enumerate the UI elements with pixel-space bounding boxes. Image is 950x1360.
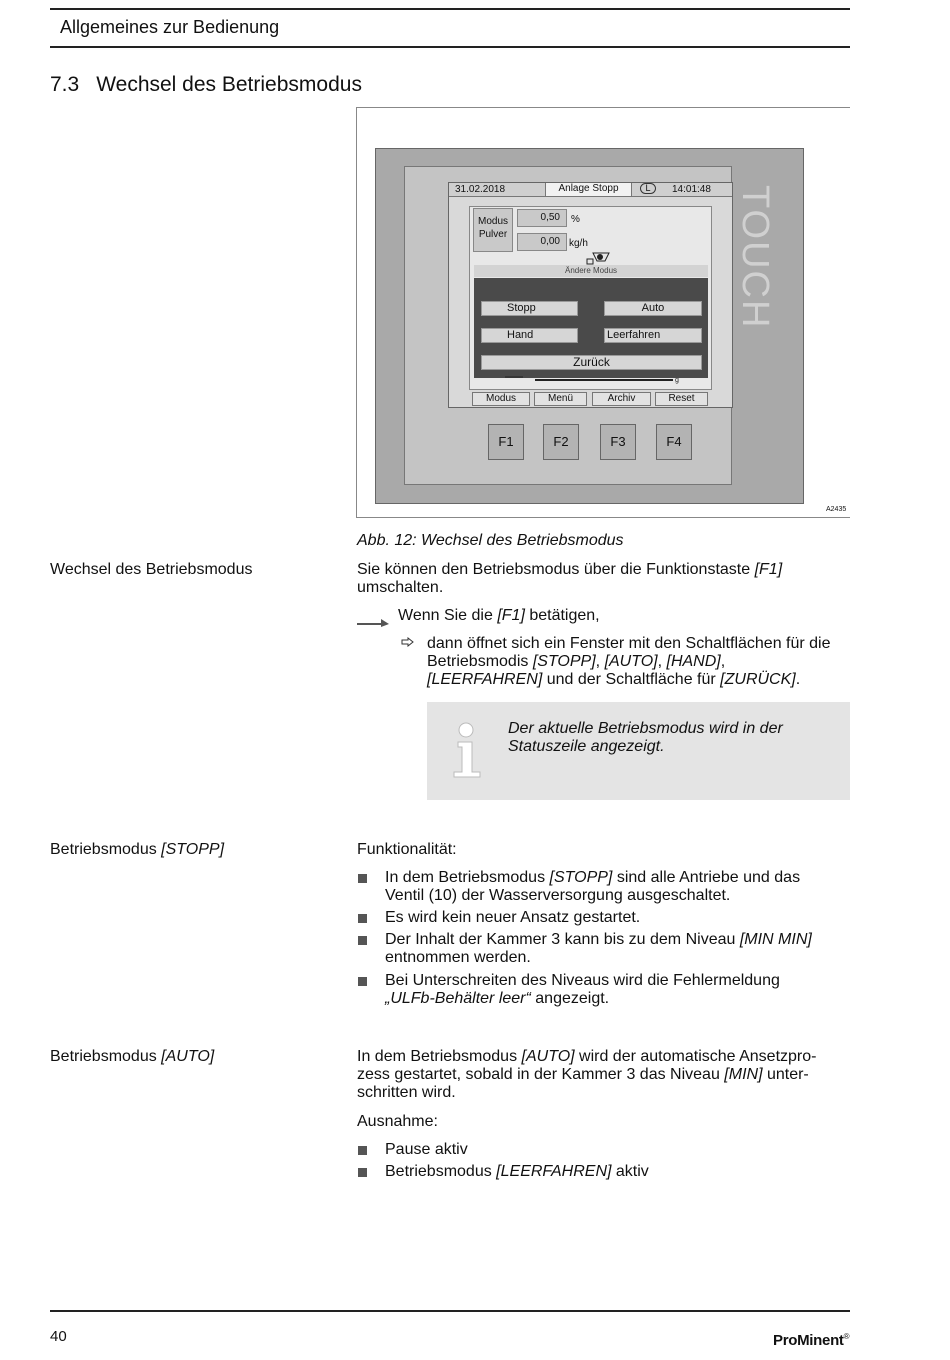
brand-logo bbox=[773, 1328, 849, 1349]
header-rule-bottom bbox=[50, 46, 850, 48]
side-label-wechsel: Wechsel des Betriebsmodus bbox=[50, 561, 253, 578]
stopp-b4-line1: Bei Unterschreiten des Niveaus wird die Fehlermeldung bbox=[385, 972, 780, 989]
brand-reg: ® bbox=[843, 1332, 850, 1341]
step-key: [F1] bbox=[497, 607, 525, 624]
exception-2-b: aktiv bbox=[611, 1163, 649, 1180]
result-line-3-mid: und der Schaltfläche für bbox=[542, 671, 721, 688]
result-stopp: [STOPP] bbox=[532, 653, 596, 670]
bullet-icon bbox=[358, 977, 367, 986]
auto-p1-line2-a: zess gestartet, sobald in der Kammer 3 das Niveau bbox=[357, 1066, 725, 1083]
stopp-button[interactable]: Stopp bbox=[481, 301, 578, 316]
stopp-bullet-2: Es wird kein neuer Ansatz gestartet. bbox=[385, 909, 641, 926]
percent-value: 0,50 bbox=[517, 209, 567, 227]
level-indicator-icon bbox=[505, 374, 695, 384]
f4-key[interactable]: F4 bbox=[656, 424, 692, 460]
side-label-auto-text: Betriebsmodus bbox=[50, 1048, 162, 1065]
leerfahren-button[interactable]: Leerfahren bbox=[604, 328, 702, 343]
stopp-bullet-1 bbox=[385, 869, 800, 905]
hand-button[interactable]: Hand bbox=[481, 328, 578, 343]
result-line-2a: Betriebsmodis bbox=[427, 653, 533, 670]
bullet-icon bbox=[358, 936, 367, 945]
status-time: 14:01:48 bbox=[672, 184, 711, 195]
page-number: 40 bbox=[50, 1328, 67, 1345]
intro-paragraph bbox=[357, 561, 837, 597]
section-heading bbox=[50, 73, 362, 97]
step-line bbox=[398, 607, 600, 625]
result-hand: [HAND] bbox=[666, 653, 721, 670]
touch-text: TOUCH bbox=[734, 185, 776, 330]
footer-rule bbox=[50, 1310, 850, 1312]
info-line-1: Der aktuelle Betriebsmodus wird in der bbox=[508, 720, 783, 737]
stopp-b1-key: [STOPP] bbox=[549, 869, 613, 886]
figure-caption: Abb. 12: Wechsel des Betriebsmodus bbox=[357, 532, 624, 549]
dialog-title: Ändere Modus bbox=[474, 265, 708, 277]
f2-key[interactable]: F2 bbox=[543, 424, 579, 460]
mode-box-label-1: Modus bbox=[477, 216, 508, 227]
softkey-modus[interactable]: Modus bbox=[472, 392, 530, 406]
intro-text-b: umschalten. bbox=[357, 579, 444, 596]
auto-p1-line2-b: unter- bbox=[762, 1066, 809, 1083]
stopp-b1-b: sind alle Antriebe und das bbox=[612, 869, 801, 886]
stopp-b1-line2: Ventil (10) der Wasserversorgung ausgeschaltet. bbox=[385, 887, 731, 904]
stopp-b4-tail: angezeigt. bbox=[530, 990, 610, 1007]
info-text bbox=[508, 720, 783, 756]
stopp-bullet-3 bbox=[385, 931, 812, 967]
softkey-menu[interactable]: Menü bbox=[534, 392, 587, 406]
auto-p1-line3: schritten wird. bbox=[357, 1084, 456, 1101]
side-label-stopp bbox=[50, 841, 224, 859]
softkey-archiv[interactable]: Archiv bbox=[592, 392, 651, 406]
mode-box-label-2: Pulver bbox=[478, 229, 508, 240]
kgh-value: 0,00 bbox=[517, 233, 567, 251]
stopp-bullet-4 bbox=[385, 972, 780, 1008]
mode-box bbox=[473, 208, 513, 252]
header-rule-top bbox=[50, 8, 850, 10]
auto-p1-b: wird der automatische Ansetzpro- bbox=[574, 1048, 817, 1065]
f1-key[interactable]: F1 bbox=[488, 424, 524, 460]
brand-name: ProMinent bbox=[773, 1332, 844, 1349]
percent-unit: % bbox=[571, 214, 580, 225]
stopp-b1-a: In dem Betriebsmodus bbox=[385, 869, 550, 886]
figure-id: A2435 bbox=[826, 506, 847, 513]
functionality-label: Funktionalität: bbox=[357, 841, 457, 858]
result-arrow-icon bbox=[401, 637, 415, 647]
auto-p1-a: In dem Betriebsmodus bbox=[357, 1048, 522, 1065]
zurueck-button[interactable]: Zurück bbox=[481, 355, 702, 370]
stopp-b3-a: Der Inhalt der Kammer 3 kann bis zu dem Niveau bbox=[385, 931, 740, 948]
exception-item-2 bbox=[385, 1163, 649, 1181]
intro-text-a: Sie können den Betriebsmodus über die Funktionstaste bbox=[357, 561, 755, 578]
result-zurueck: [ZURÜCK] bbox=[720, 671, 796, 688]
status-date: 31.02.2018 bbox=[455, 184, 506, 195]
result-auto: [AUTO] bbox=[604, 653, 658, 670]
side-label-auto bbox=[50, 1048, 214, 1066]
step-text-a: Wenn Sie die bbox=[398, 607, 498, 624]
section-number: 7.3 bbox=[50, 73, 80, 96]
stopp-b3-key: [MIN MIN] bbox=[739, 931, 812, 948]
exception-2-key: [LEERFAHREN] bbox=[496, 1163, 612, 1180]
side-label-auto-key: [AUTO] bbox=[161, 1048, 215, 1065]
stopp-b3-line2: entnommen werden. bbox=[385, 949, 531, 966]
result-leer: [LEERFAHREN] bbox=[427, 671, 543, 688]
status-mode: Anlage Stopp bbox=[545, 183, 632, 196]
bullet-icon bbox=[358, 1168, 367, 1177]
info-line-2: Statuszeile angezeigt. bbox=[508, 738, 665, 755]
stopp-b4-quote: „ULFb-Behälter leer“ bbox=[385, 990, 531, 1007]
kgh-unit: kg/h bbox=[569, 238, 588, 249]
touch-label bbox=[734, 185, 776, 330]
softkey-reset[interactable]: Reset bbox=[655, 392, 708, 406]
bullet-icon bbox=[358, 874, 367, 883]
section-title: Wechsel des Betriebsmodus bbox=[96, 73, 362, 96]
exception-item-1: Pause aktiv bbox=[385, 1141, 468, 1158]
step-text-b: betätigen, bbox=[524, 607, 600, 624]
bullet-icon bbox=[358, 914, 367, 923]
header-title: Allgemeines zur Bedienung bbox=[60, 17, 280, 37]
auto-button[interactable]: Auto bbox=[604, 301, 702, 316]
action-arrow-icon bbox=[357, 613, 391, 627]
auto-paragraph bbox=[357, 1048, 847, 1102]
result-line-1: dann öffnet sich ein Fenster mit den Schaltflächen für die bbox=[427, 635, 831, 652]
exception-label: Ausnahme: bbox=[357, 1113, 438, 1130]
side-label-stopp-key: [STOPP] bbox=[161, 841, 225, 858]
auto-p1-line2-key: [MIN] bbox=[724, 1066, 763, 1083]
svg-text:g: g bbox=[675, 377, 679, 384]
exception-2-a: Betriebsmodus bbox=[385, 1163, 497, 1180]
result-paragraph: dann öffnet sich ein Fenster mit den Schaltflächen für die Betriebsmodis [STOPP], [AUTO], [HAND], [LEERFAHREN] und der Schaltfläche für [ZURÜCK]. bbox=[427, 635, 831, 688]
bullet-icon bbox=[358, 1146, 367, 1155]
status-letter-badge: L bbox=[640, 183, 656, 194]
info-icon bbox=[450, 720, 484, 780]
intro-key: [F1] bbox=[754, 561, 783, 578]
auto-p1-key: [AUTO] bbox=[521, 1048, 575, 1065]
side-label-stopp-text: Betriebsmodus bbox=[50, 841, 162, 858]
f3-key[interactable]: F3 bbox=[600, 424, 636, 460]
